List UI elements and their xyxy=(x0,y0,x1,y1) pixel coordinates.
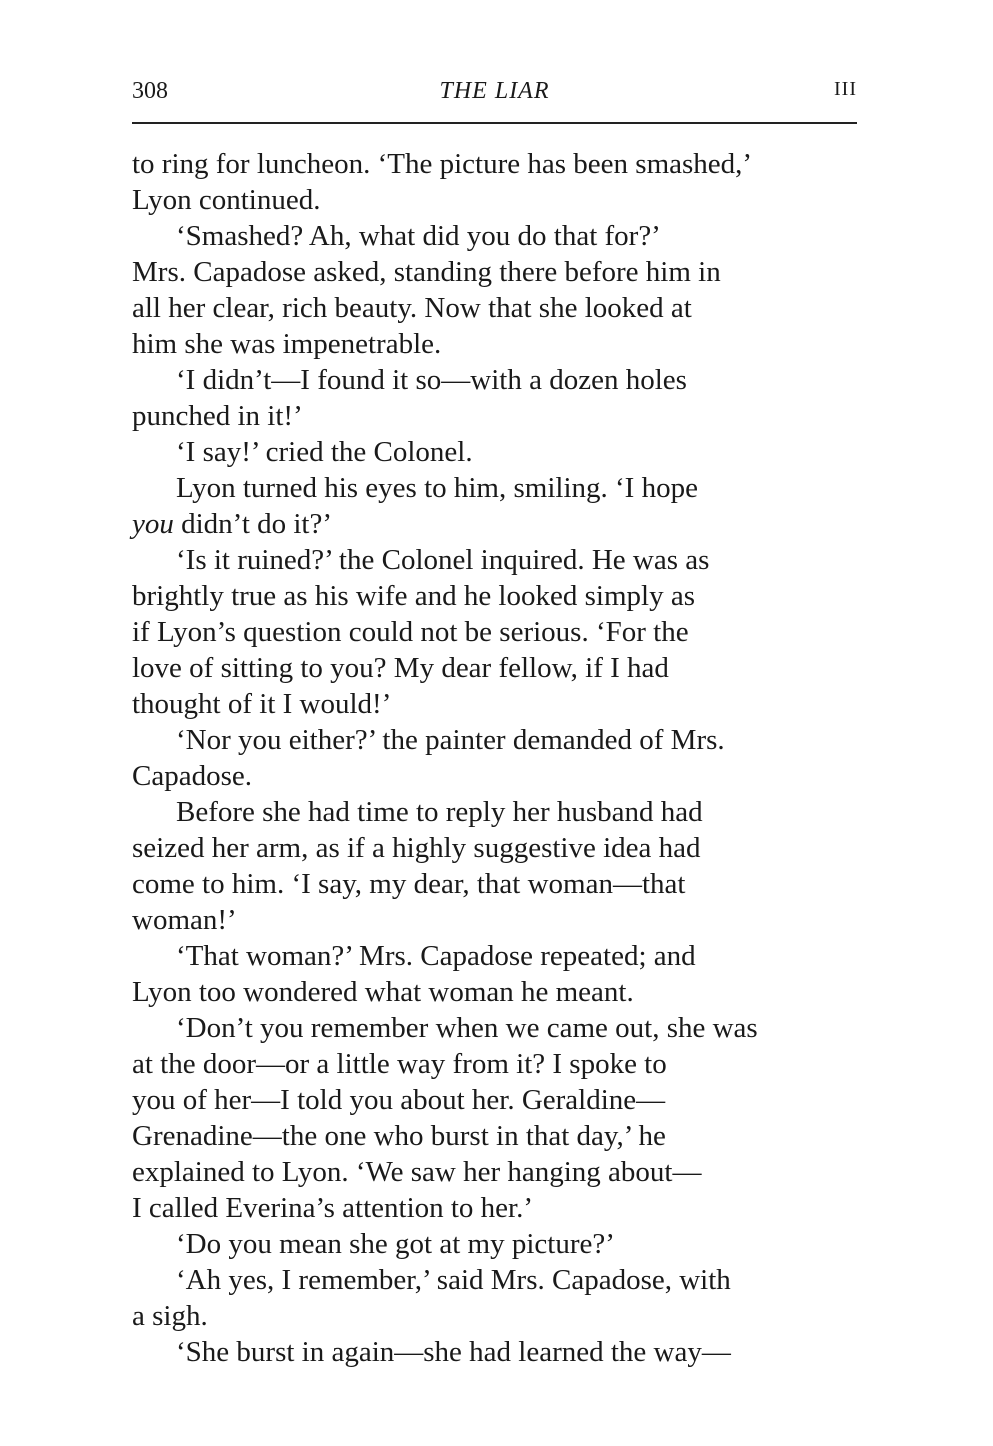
paragraph: ‘Don’t you remember when we came out, she was at the door—or a little way from it? I spoke to you of her—I told you about her. Geraldine— Grenadine—the one who burst in that day,’ he explained to Lyon. ‘We saw her hanging about— I called Everina’s attention to her.’ xyxy=(132,1012,758,1224)
paragraph xyxy=(132,470,857,542)
paragraph-text: didn’t do it?’ xyxy=(173,508,333,540)
paragraph: ‘That woman?’ Mrs. Capadose repeated; and Lyon too wondered what woman he meant. xyxy=(132,940,696,1008)
header-rule xyxy=(132,122,857,124)
paragraph: ‘I didn’t—I found it so—with a dozen holes punched in it!’ xyxy=(132,364,687,432)
emphasis: you xyxy=(132,508,174,540)
paragraph: ‘I say!’ cried the Colonel. xyxy=(176,436,473,468)
paragraph: ‘Smashed? Ah, what did you do that for?’ Mrs. Capadose asked, standing there before him in all her clear, rich beauty. Now that she looked at him she was impenetrable. xyxy=(132,220,721,360)
paragraph-continuation: to ring for luncheon. ‘The picture has been smashed,’ Lyon continued. xyxy=(132,148,753,216)
body-text xyxy=(132,146,857,1370)
paragraph: ‘Ah yes, I remember,’ said Mrs. Capadose, with a sigh. xyxy=(132,1264,731,1332)
running-title: THE LIAR xyxy=(439,78,550,104)
paragraph: ‘Is it ruined?’ the Colonel inquired. He was as brightly true as his wife and he looked simply as if Lyon’s question could not be serious. ‘For the love of sitting to you? My dear fellow, if I had thought of it I would!’ xyxy=(132,544,710,720)
page-number: 308 xyxy=(132,78,168,104)
chapter-number: III xyxy=(834,78,857,100)
paragraph: ‘She burst in again—she had learned the way— xyxy=(176,1336,731,1368)
paragraph: ‘Nor you either?’ the painter demanded of Mrs. Capadose. xyxy=(132,724,725,792)
paragraph: ‘Do you mean she got at my picture?’ xyxy=(176,1228,615,1260)
page-header xyxy=(132,78,857,112)
paragraph-text: Lyon turned his eyes to him, smiling. ‘I hope xyxy=(176,472,698,504)
paragraph: Before she had time to reply her husband had seized her arm, as if a highly suggestive idea had come to him. ‘I say, my dear, that woman—that woman!’ xyxy=(132,796,703,936)
